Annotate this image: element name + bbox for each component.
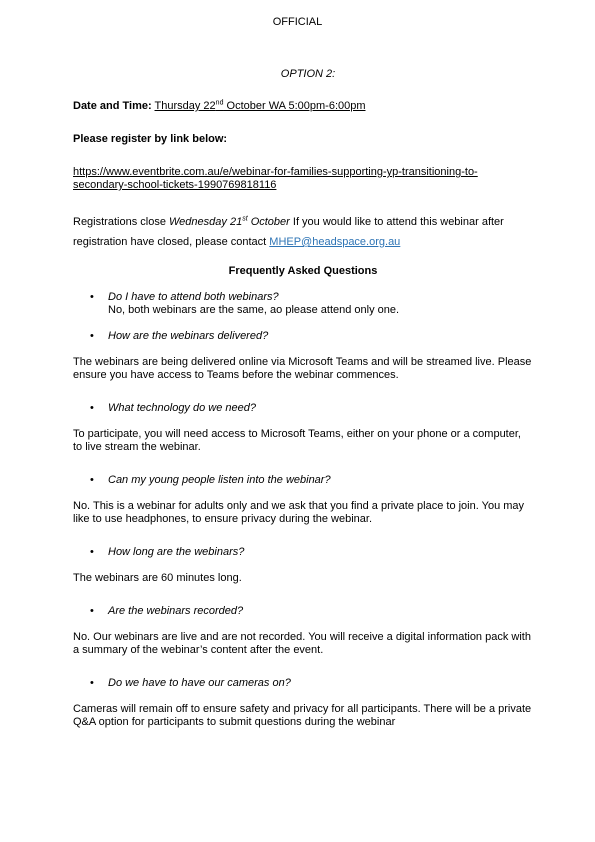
faq-question — [73, 605, 533, 618]
register-link[interactable] — [73, 166, 533, 192]
faq-question — [73, 474, 533, 487]
date-time-value — [155, 100, 366, 112]
reg-day: Wednesday 21st October — [169, 215, 290, 228]
date-day: Thursday 22 — [154, 100, 216, 112]
date-time-line — [73, 100, 533, 113]
faq-question — [73, 330, 533, 343]
bullet-icon: • — [90, 291, 94, 303]
date-suffix: nd — [215, 99, 224, 107]
faq-answer: The webinars are 60 minutes long. — [73, 572, 242, 584]
register-url-line1[interactable]: https://www.eventbrite.com.au/e/webinar-for-families-supporting-yp-transitioning-to- — [73, 166, 478, 178]
bullet-icon: • — [90, 402, 94, 414]
faq-question-text: Do we have to have our cameras on? — [108, 677, 291, 689]
reg-text: If you would like to attend this webinar after registration have closed, please contact — [73, 216, 504, 248]
contact-email-link[interactable]: MHEP@headspace.org.au — [269, 236, 401, 248]
registrations-close-text — [73, 212, 533, 252]
faq-answer: No. Our webinars are live and are not recorded. You will receive a digital information pack with a summary of the webinar’s content after the event. — [73, 631, 531, 656]
bullet-icon: • — [90, 330, 94, 342]
date-time-label: Date and Time: — [73, 100, 152, 112]
bullet-icon: • — [90, 677, 94, 689]
faq-heading: Frequently Asked Questions — [228, 265, 378, 277]
classification-header: OFFICIAL — [272, 16, 323, 28]
faq-question — [73, 677, 533, 690]
date-rest: October WA 5:00pm-6:00pm — [223, 100, 366, 112]
reg-prefix: Registrations close — [73, 216, 169, 228]
faq-question — [73, 546, 533, 559]
faq-question — [73, 291, 533, 304]
faq-question — [73, 402, 533, 415]
faq-question-text: How long are the webinars? — [108, 546, 245, 558]
register-url-line2[interactable]: secondary-school-tickets-1990769818116 — [73, 179, 277, 191]
bullet-icon: • — [90, 474, 94, 486]
faq-question-text: What technology do we need? — [108, 402, 256, 414]
faq-question-text: How are the webinars delivered? — [108, 330, 269, 342]
faq-question-text: Are the webinars recorded? — [108, 605, 244, 617]
faq-answer: The webinars are being delivered online via Microsoft Teams and will be streamed live. Please ensure you have access to Teams before the webinar commences. — [73, 356, 532, 381]
faq-question-text: Can my young people listen into the webinar? — [108, 474, 331, 486]
option-title: OPTION 2: — [280, 68, 336, 80]
faq-answer: To participate, you will need access to Microsoft Teams, either on your phone or a computer, to live stream the webinar. — [73, 428, 521, 453]
faq-answer: No. This is a webinar for adults only and we ask that you find a private place to join. You may like to use headphones, to ensure privacy during the webinar. — [73, 500, 525, 525]
document-body — [73, 68, 533, 729]
bullet-icon: • — [90, 605, 94, 617]
faq-answer: Cameras will remain off to ensure safety and privacy for all participants. There will be a private Q&A option for participants to submit questions during the webinar — [73, 703, 532, 728]
faq-question-text: Do I have to attend both webinars? — [108, 291, 279, 303]
register-heading: Please register by link below: — [73, 133, 228, 145]
reg-suffix: st — [242, 215, 248, 223]
faq-answer: No, both webinars are the same, ao please attend only one. — [108, 304, 400, 316]
bullet-icon: • — [90, 546, 94, 558]
